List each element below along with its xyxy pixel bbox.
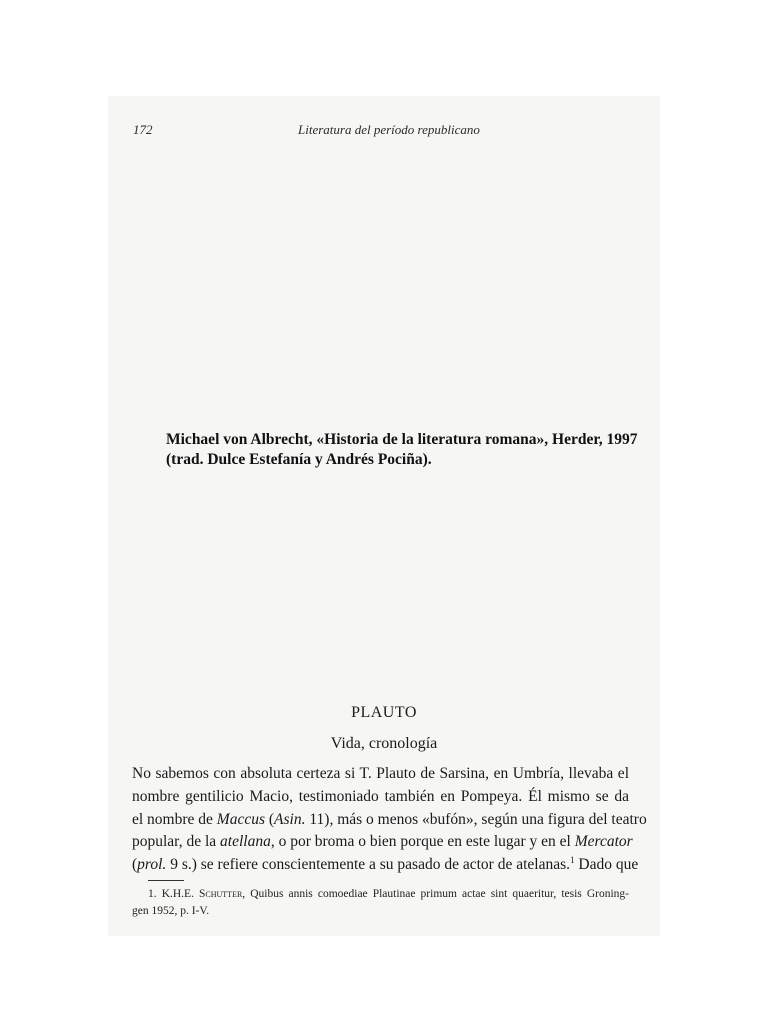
footnote-marker[interactable]: 1	[570, 855, 575, 866]
italic-ref-prol: prol.	[137, 856, 167, 874]
body-line-3	[132, 809, 647, 832]
footnote-text: , Quibus annis comoediae Plautinae primum actae sint quaeritur, tesis Groning-	[242, 888, 630, 900]
section-subtitle: Vida, cronología	[330, 735, 438, 752]
citation-line-2: (trad. Dulce Estefanía y Andrés Pociña).	[166, 451, 432, 468]
citation	[166, 430, 646, 470]
body-line-5	[132, 854, 639, 877]
body-line-4	[132, 831, 633, 854]
section-title: PLAUTO	[351, 704, 417, 721]
body-text: 11), más o menos «bufón», según una figura del teatro	[305, 810, 647, 828]
citation-line-1: Michael von Albrecht, «Historia de la literatura romana», Herder, 1997	[166, 431, 638, 448]
body-text: , o por broma o bien porque en este lugar y en el	[270, 833, 575, 851]
italic-ref-asin: Asin.	[274, 810, 306, 828]
footnote-divider	[148, 880, 184, 881]
body-text: 9 s.) se refiere conscientemente a su pasado de actor de atelanas.	[166, 856, 570, 874]
footnote	[132, 886, 629, 920]
footnote-author: K.H.E. Schutter	[161, 888, 243, 900]
footnote-number: 1.	[148, 888, 157, 900]
body-line-2: nombre gentilicio Macio, testimoniado también en Pompeya. Él mismo se da	[132, 787, 629, 805]
body-paragraph	[132, 763, 647, 877]
running-title: Literatura del período republicano	[298, 122, 480, 137]
body-text: (	[132, 856, 138, 874]
footnote-line-2: gen 1952, p. I-V.	[132, 905, 210, 917]
italic-term-atellana: atellana	[220, 833, 271, 851]
italic-title-mercator: Mercator	[574, 833, 633, 851]
body-text: el nombre de	[132, 810, 217, 828]
footnote-line-1	[132, 886, 629, 903]
running-head	[133, 122, 633, 142]
body-text: (	[265, 810, 275, 828]
page-number: 172	[133, 122, 153, 137]
body-line-1: No sabemos con absoluta certeza si T. Plauto de Sarsina, en Umbría, llevaba el	[132, 765, 629, 782]
body-text: Dado que	[574, 856, 639, 874]
body-text: popular, de la	[132, 833, 221, 851]
italic-term-maccus: Maccus	[216, 810, 265, 828]
